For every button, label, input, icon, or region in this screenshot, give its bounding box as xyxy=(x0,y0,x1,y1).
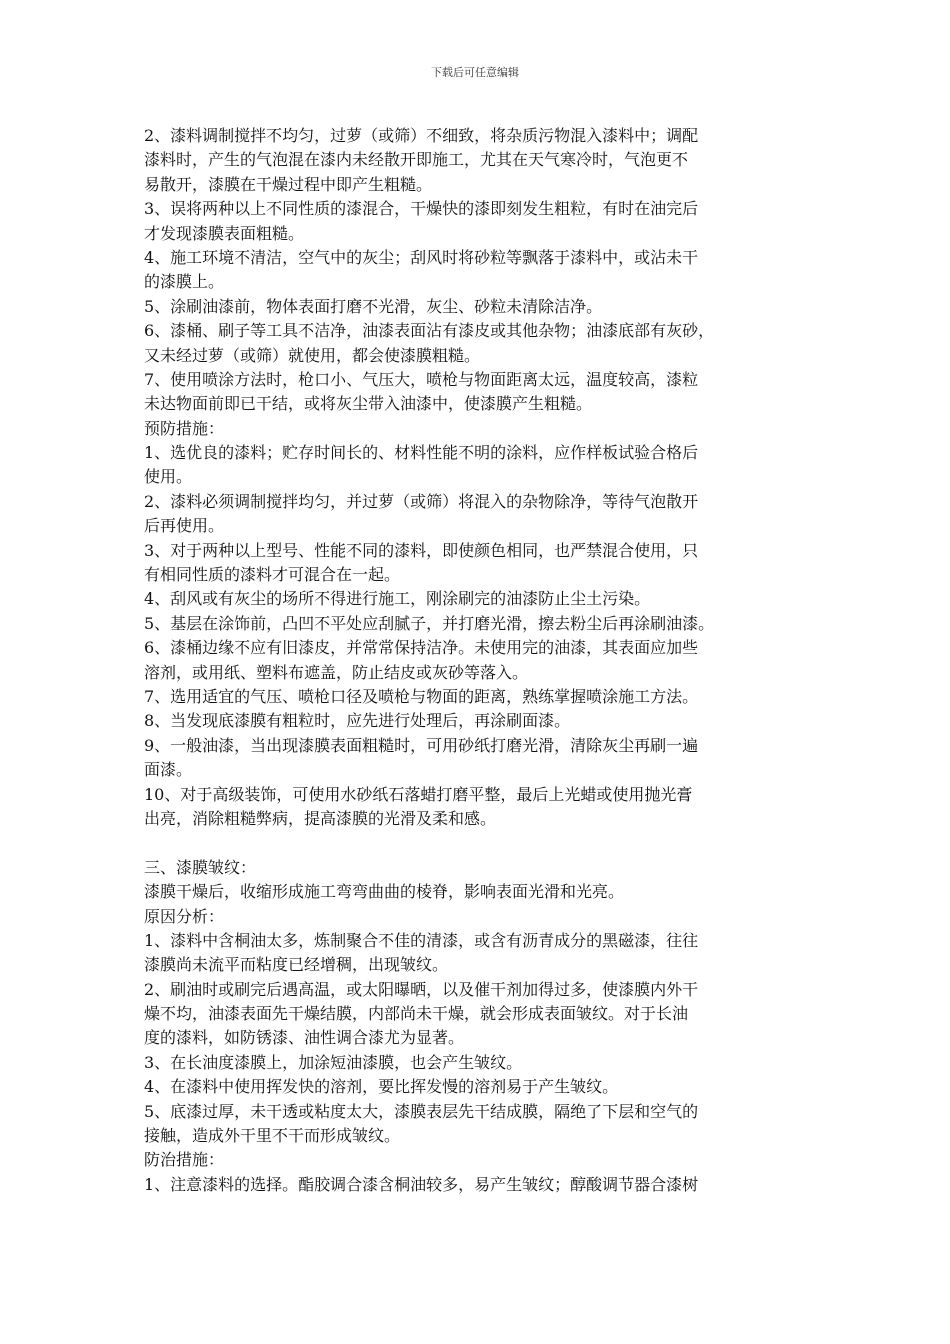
text-line: 使用。 xyxy=(144,467,193,487)
text-line: 预防措施： xyxy=(144,418,225,438)
text-line: 燥不均，油漆表面先干燥结膜，内部尚未干燥，就会形成表面皱纹。对于长油 xyxy=(144,1004,689,1024)
text-line: 才发现漆膜表面粗糙。 xyxy=(144,223,305,243)
text-line: 漆膜干燥后，收缩形成施工弯弯曲曲的棱脊，影响表面光滑和光亮。 xyxy=(144,882,625,902)
text-line: 漆膜尚未流平而粘度已经增稠，出现皱纹。 xyxy=(144,955,449,975)
text-line: 3、对于两种以上型号、性能不同的漆料，即使颜色相同，也严禁混合使用，只 xyxy=(144,540,699,560)
text-line: 溶剂，或用纸、塑料布遮盖，防止结皮或灰砂等落入。 xyxy=(144,662,529,682)
text-line: 3、误将两种以上不同性质的漆混合，干燥快的漆即刻发生粗粒，有时在油完后 xyxy=(144,199,699,219)
document-body xyxy=(144,124,816,1197)
text-line: 三、漆膜皱纹： xyxy=(144,857,257,877)
text-line: 原因分析： xyxy=(144,906,225,926)
text-line: 1、漆料中含桐油太多，炼制聚合不佳的清漆，或含有沥青成分的黑磁漆，往往 xyxy=(144,930,699,950)
text-line: 2、漆料调制搅拌不均匀，过萝（或筛）不细致，将杂质污物混入漆料中；调配 xyxy=(144,126,699,145)
text-line: 漆料时，产生的气泡混在漆内未经散开即施工，尤其在天气寒冷时，气泡更不 xyxy=(144,150,689,170)
text-line: 7、使用喷涂方法时，枪口小、气压大，喷枪与物面距离太远，温度较高，漆粒 xyxy=(144,369,699,389)
text-line: 9、一般油漆，当出现漆膜表面粗糙时，可用砂纸打磨光滑，清除灰尘再刷一遍 xyxy=(144,735,699,755)
text-line: 度的漆料，如防锈漆、油性调合漆尤为显著。 xyxy=(144,1028,465,1048)
text-line: 8、当发现底漆膜有粗粒时，应先进行处理后，再涂刷面漆。 xyxy=(144,711,571,731)
text-line: 易散开，漆膜在干燥过程中即产生粗糙。 xyxy=(144,174,433,194)
text-line: 面漆。 xyxy=(144,760,193,780)
text-line: 出亮，消除粗糙弊病，提高漆膜的光滑及柔和感。 xyxy=(144,808,497,828)
text-line: 又未经过萝（或筛）就使用，都会使漆膜粗糙。 xyxy=(144,345,481,365)
blank-line xyxy=(144,831,816,855)
text-line: 1、注意漆料的选择。酯胶调合漆含桐油较多，易产生皱纹；醇酸调节器合漆树 xyxy=(144,1174,699,1194)
text-line: 2、漆料必须调制搅拌均匀，并过萝（或筛）将混入的杂物除净，等待气泡散开 xyxy=(144,491,699,511)
text-line: 接触，造成外干里不干而形成皱纹。 xyxy=(144,1126,401,1146)
text-line: 2、刷油时或刷完后遇高温，或太阳曝晒，以及催干剂加得过多，使漆膜内外干 xyxy=(144,979,699,999)
text-line: 有相同性质的漆料才可混合在一起。 xyxy=(144,565,401,585)
text-line: 5、涂刷油漆前，物体表面打磨不光滑，灰尘、砂粒未清除洁净。 xyxy=(144,296,603,316)
text-line: 7、选用适宜的气压、喷枪口径及喷枪与物面的距离，熟练掌握喷涂施工方法。 xyxy=(144,686,699,706)
text-line: 6、漆桶、刷子等工具不洁净，油漆表面沾有漆皮或其他杂物；油漆底部有灰砂， xyxy=(144,321,715,341)
text-line: 5、基层在涂饰前，凸凹不平处应刮腻子，并打磨光滑，擦去粉尘后再涂刷油漆。 xyxy=(144,613,715,633)
page-header: 下载后可任意编辑 xyxy=(431,66,519,79)
text-line: 1、选优良的漆料；贮存时间长的、材料性能不明的涂料，应作样板试验合格后 xyxy=(144,443,699,463)
text-line: 4、施工环境不清洁，空气中的灰尘；刮风时将砂粒等飘落于漆料中，或沾未干 xyxy=(144,247,699,267)
text-line: 未达物面前即已干结，或将灰尘带入油漆中，使漆膜产生粗糙。 xyxy=(144,394,593,414)
text-line: 防治措施： xyxy=(144,1150,225,1170)
text-line: 10、对于高级装饰，可使用水砂纸石落蜡打磨平整，最后上光蜡或使用抛光膏 xyxy=(144,784,693,804)
text-line: 3、在长油度漆膜上，加涂短油漆膜，也会产生皱纹。 xyxy=(144,1052,523,1072)
text-line: 后再使用。 xyxy=(144,516,225,536)
text-line: 6、漆桶边缘不应有旧漆皮，并常常保持洁净。未使用完的油漆，其表面应加些 xyxy=(144,638,699,658)
text-line: 5、底漆过厚，未干透或粘度太大，漆膜表层先干结成膜，隔绝了下层和空气的 xyxy=(144,1101,699,1121)
text-line: 4、刮风或有灰尘的场所不得进行施工，刚涂刷完的油漆防止尘土污染。 xyxy=(144,589,651,609)
text-line: 的漆膜上。 xyxy=(144,272,225,292)
text-line: 4、在漆料中使用挥发快的溶剂，要比挥发慢的溶剂易于产生皱纹。 xyxy=(144,1077,619,1097)
